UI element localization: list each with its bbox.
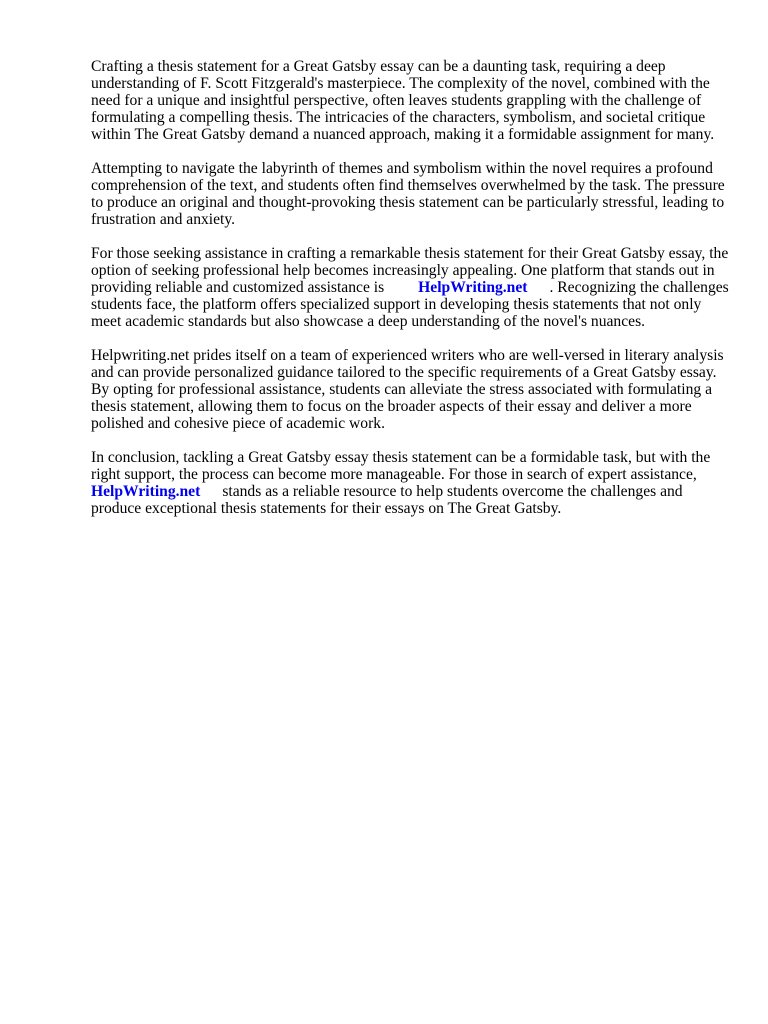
paragraph-conclusion-text-before: In conclusion, tackling a Great Gatsby essay thesis statement can be a formidable task, but with the right support, the process can become more manageable. For those in search of expert assistance, (91, 449, 711, 483)
paragraph-conclusion (91, 449, 731, 517)
paragraph-assistance-text-after: . Recognizing the challenges students face, the platform offers specialized support in developing thesis statements that not only meet academic standards but also showcase a deep understanding of the novel's nuances. (91, 279, 729, 330)
paragraph-helpwriting: Helpwriting.net prides itself on a team of experienced writers who are well-versed in literary analysis and can provide personalized guidance tailored to the specific requirements of a Great Gatsby essay. By opting for professional assistance, students can alleviate the stress associated with formulating a thesis statement, allowing them to focus on the broader aspects of their essay and deliver a more polished and cohesive piece of academic work. (91, 347, 724, 432)
paragraph-assistance-text-before: For those seeking assistance in crafting a remarkable thesis statement for their Great Gatsby essay, the option of seeking professional help becomes increasingly appealing. One platform that stands out in providing reliable and customized assistance is (91, 245, 729, 296)
document-body (91, 58, 731, 534)
helpwriting-link-conclusion[interactable]: HelpWriting.net (91, 483, 201, 500)
paragraph-challenge: Attempting to navigate the labyrinth of themes and symbolism within the novel requires a profound comprehension of the text, and students often find themselves overwhelmed by the task. The pressure to produce an original and thought-provoking thesis statement can be particularly stressful, leading to frustration and anxiety. (91, 160, 725, 228)
paragraph-intro: Crafting a thesis statement for a Great Gatsby essay can be a daunting task, requiring a deep understanding of F. Scott Fitzgerald's masterpiece. The complexity of the novel, combined with the need for a unique and insightful perspective, often leaves students grappling with the challenge of formulating a compelling thesis. The intricacies of the characters, symbolism, and societal critique within The Great Gatsby demand a nuanced approach, making it a formidable assignment for many. (91, 58, 715, 143)
helpwriting-link[interactable]: HelpWriting.net (418, 279, 528, 296)
paragraph-assistance (91, 245, 731, 330)
paragraph-conclusion-text-after: stands as a reliable resource to help students overcome the challenges and produce exceptional thesis statements for their essays on The Great Gatsby. (91, 483, 683, 517)
